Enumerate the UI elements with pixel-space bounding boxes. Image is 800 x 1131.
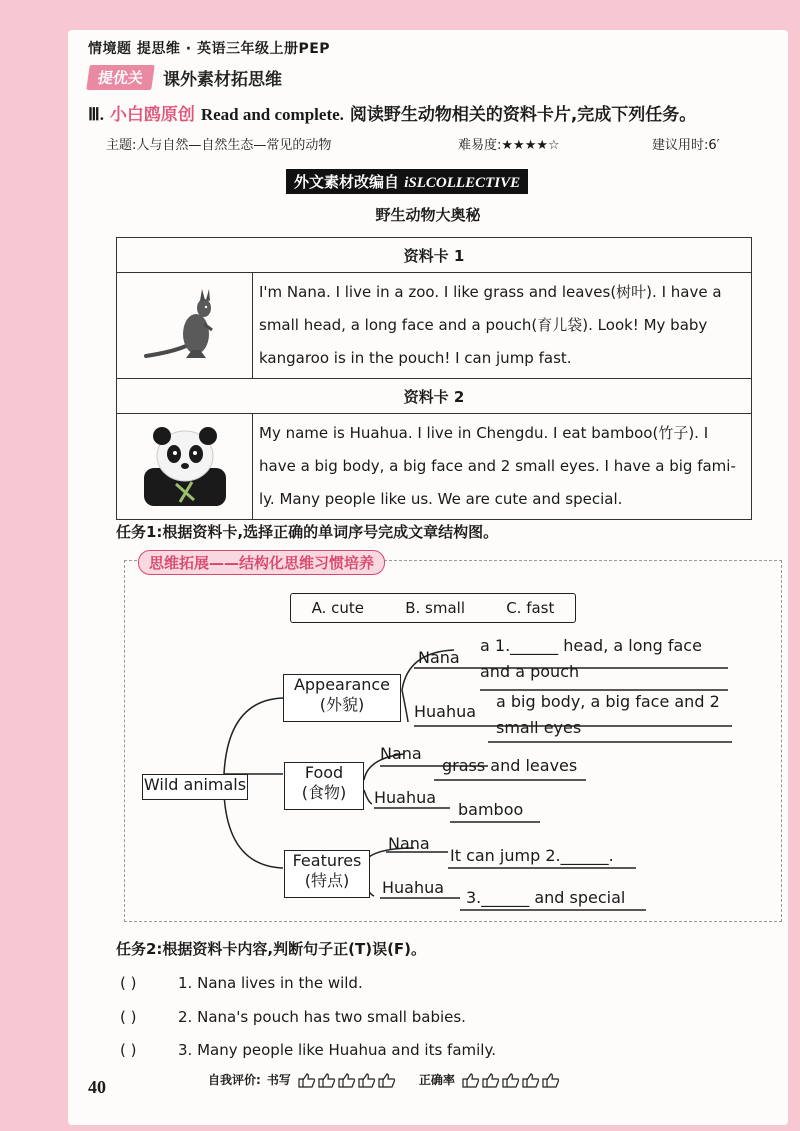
topic-text: 主题:人与自然—自然生态—常见的动物 (106, 138, 332, 153)
judge-text: Nana lives in the wild. (197, 974, 363, 992)
task1-title: 任务1:根据资料卡,选择正确的单词序号完成文章结构图。 (116, 523, 499, 541)
writing-label: 书写 (266, 1073, 291, 1087)
suggested-time: 建议用时:6′ (652, 138, 720, 153)
thumbs-up-icon (461, 1072, 561, 1088)
self-eval-label: 自我评价: (208, 1073, 261, 1087)
judge-num: 2. (178, 1008, 193, 1026)
food-huahua-label: Huahua (374, 788, 437, 807)
writing-thumbs[interactable] (297, 1072, 397, 1088)
self-evaluation (208, 1071, 561, 1088)
accuracy-label: 正确率 (418, 1073, 455, 1087)
banner-prefix: 外文素材改编自 (294, 173, 400, 191)
instruction-en: Read and complete. (200, 105, 344, 124)
features-huahua-value: 3.______ and special (466, 888, 626, 907)
judge-num: 3. (178, 1041, 193, 1059)
food-nana-value: grass and leaves (442, 756, 578, 775)
thumbs-up-icon (297, 1072, 397, 1088)
story-title: 野生动物大奥秘 (375, 206, 481, 224)
judge-text: Nana's pouch has two small babies. (197, 1008, 466, 1026)
page-number: 40 (88, 1077, 106, 1097)
mindmap-connectors (68, 30, 788, 1125)
food-node (284, 762, 364, 810)
food-huahua-value: bamboo (458, 800, 524, 819)
appearance-cn: (外貌) (319, 695, 365, 714)
appearance-nana-line1: a 1.______ head, a long face (480, 636, 702, 655)
difficulty-stars: ★★★★☆ (501, 138, 560, 153)
appearance-huahua-line1: a big body, a big face and 2 (496, 692, 720, 711)
judge-item (120, 1008, 466, 1026)
appearance-nana-label: Nana (418, 648, 460, 667)
card-2-heading: 资料卡 2 (117, 379, 752, 414)
card-1-line: I'm Nana. I live in a zoo. I like grass and leaves(树叶). I have a (259, 283, 722, 301)
card-1-line: small head, a long face and a pouch(育儿袋). Look! My baby (259, 316, 708, 334)
option-c: C. fast (506, 599, 555, 617)
features-node (284, 850, 370, 898)
series-header: 情境题 提思维 · 英语三年级上册PEP (88, 41, 331, 57)
features-nana-label: Nana (388, 834, 430, 853)
answer-blank[interactable]: ( ) (120, 974, 137, 992)
appearance-nana-line2: and a pouch (480, 662, 580, 681)
judge-text: Many people like Huahua and its family. (197, 1041, 496, 1059)
appearance-node (283, 674, 401, 722)
food-cn: (食物) (301, 783, 347, 802)
judge-num: 1. (178, 974, 193, 992)
features-en: Features (292, 851, 362, 870)
card-2-line: My name is Huahua. I live in Chengdu. I eat bamboo(竹子). I (259, 424, 709, 442)
option-a: A. cute (311, 599, 364, 617)
mindmap-tag: 思维拓展——结构化思维习惯培养 (138, 550, 385, 575)
instruction-cn: 阅读野生动物相关的资料卡片,完成下列任务。 (349, 105, 697, 125)
accuracy-thumbs[interactable] (461, 1072, 561, 1088)
appearance-en: Appearance (293, 675, 391, 694)
difficulty-label: 难易度: (458, 138, 502, 153)
features-cn: (特点) (304, 871, 350, 890)
workbook-page (68, 30, 788, 1125)
judge-item (120, 1041, 496, 1059)
food-nana-label: Nana (380, 744, 422, 763)
card-1-line: kangaroo is in the pouch! I can jump fast. (259, 349, 572, 367)
appearance-huahua-label: Huahua (414, 702, 477, 721)
card-1-heading: 资料卡 1 (117, 238, 752, 273)
card-2-line: ly. Many people like us. We are cute and special. (259, 490, 623, 508)
features-huahua-label: Huahua (382, 878, 445, 897)
food-en: Food (304, 763, 344, 782)
answer-blank[interactable]: ( ) (120, 1041, 137, 1059)
features-nana-value: It can jump 2.______. (450, 846, 614, 865)
banner-source: iSLCOLLECTIVE (404, 175, 521, 191)
answer-blank[interactable]: ( ) (120, 1008, 137, 1026)
section-subtitle: 课外素材拓思维 (163, 69, 283, 90)
judge-item (120, 974, 363, 992)
task2-title: 任务2:根据资料卡内容,判断句子正(T)误(F)。 (116, 940, 427, 958)
appearance-huahua-line2: small eyes (496, 718, 582, 737)
option-b: B. small (405, 599, 465, 617)
brand-label: 小白鸥原创 (109, 105, 195, 125)
root-node: Wild animals (142, 774, 248, 800)
card-2-line: have a big body, a big face and 2 small eyes. I have a big fami- (259, 457, 736, 475)
section-pill: 提优关 (86, 65, 155, 90)
question-number: Ⅲ. (88, 105, 104, 124)
